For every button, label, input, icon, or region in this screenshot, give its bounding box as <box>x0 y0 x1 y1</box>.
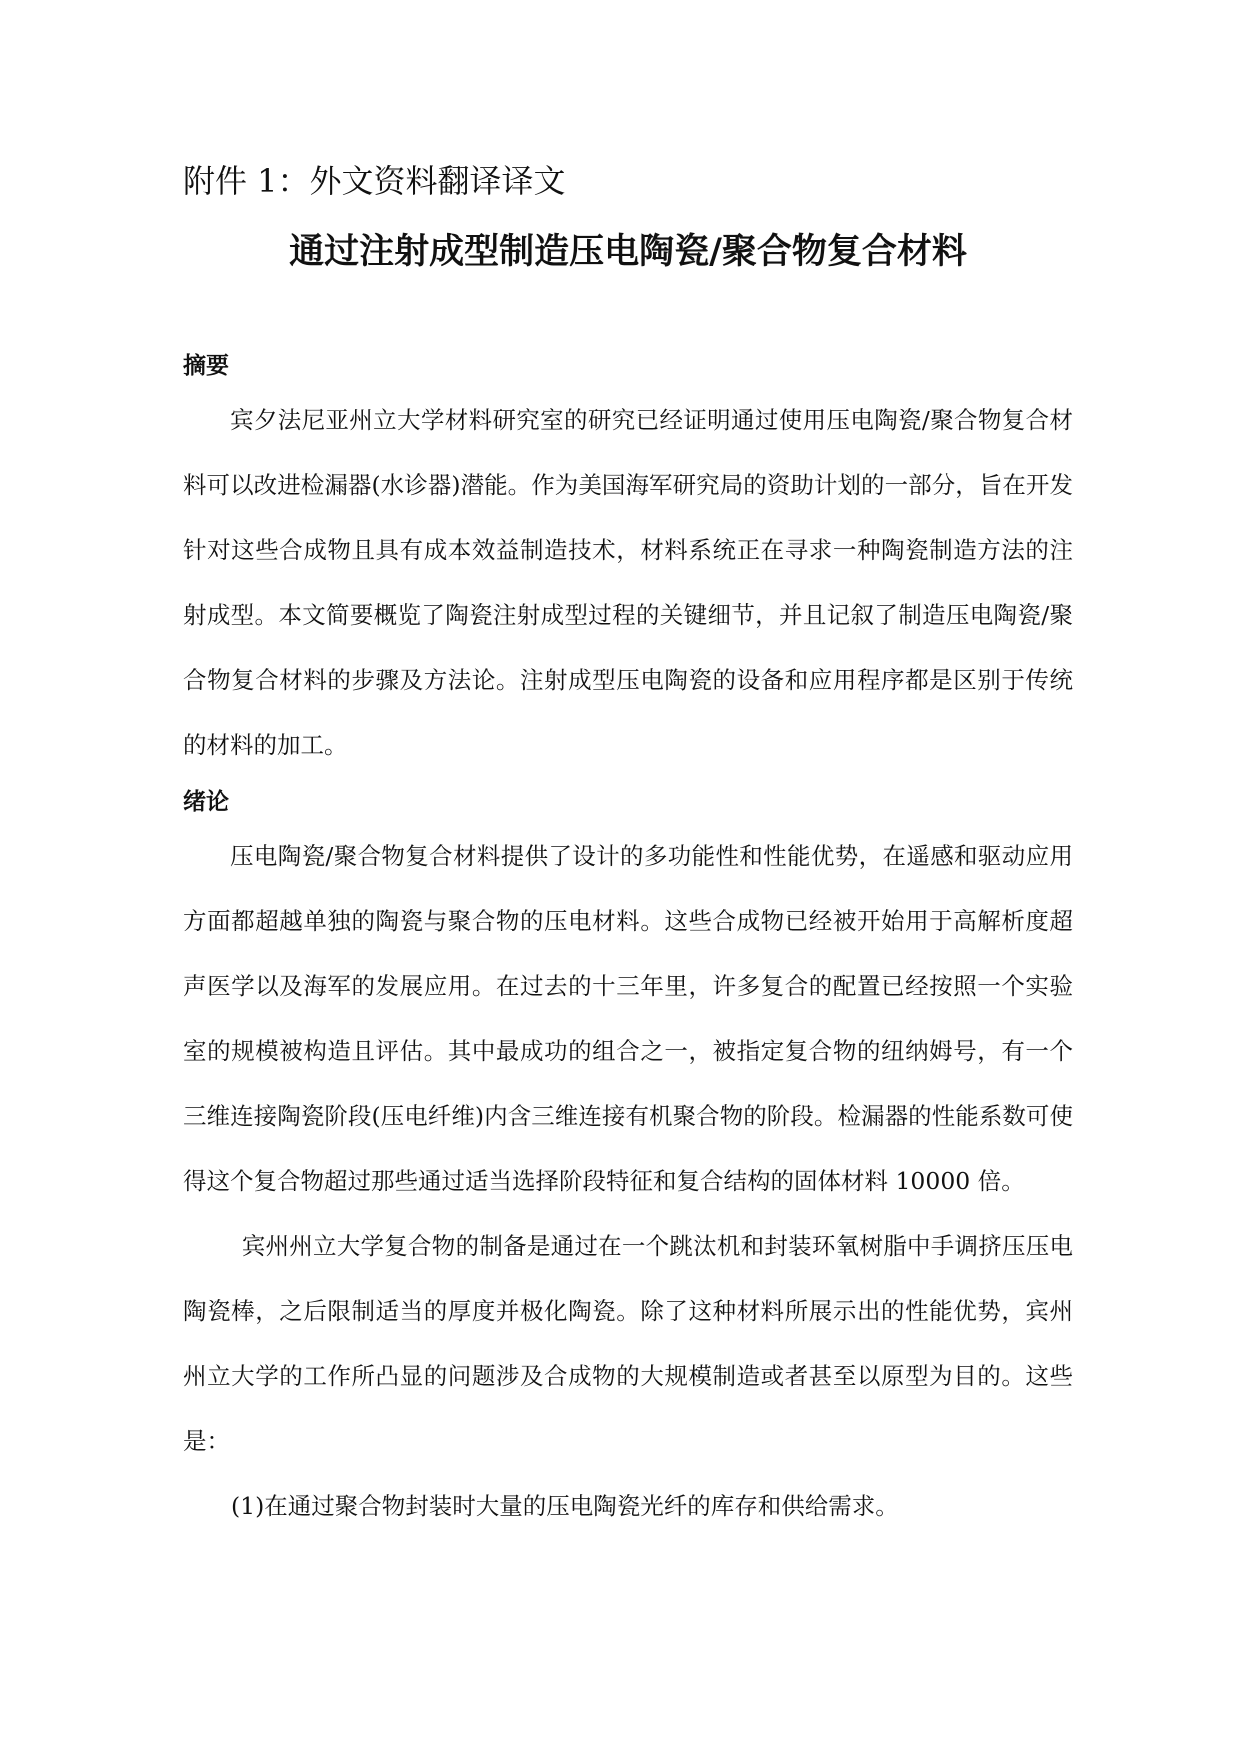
abstract-paragraph: 宾夕法尼亚州立大学材料研究室的研究已经证明通过使用压电陶瓷/聚合物复合材料可以改进检漏器(水诊器)潜能。作为美国海军研究局的资助计划的一部分，旨在开发针对这些合成物且具有成本效益制造技术，材料系统正在寻求一种陶瓷制造方法的注射成型。本文简要概览了陶瓷注射成型过程的关键细节，并且记叙了制造压电陶瓷/聚合物复合材料的步骤及方法论。注射成型压电陶瓷的设备和应用程序都是区别于传统的材料的加工。 <box>183 406 1073 759</box>
introduction-paragraph-2: 宾州州立大学复合物的制备是通过在一个跳汰机和封装环氧树脂中手调挤压压电陶瓷棒，之后限制适当的厚度并极化陶瓷。除了这种材料所展示出的性能优势，宾州州立大学的工作所凸显的问题涉及合成物的大规模制造或者甚至以原型为目的。这些是： <box>183 1232 1073 1455</box>
list-item: (1)在通过聚合物封装时大量的压电陶瓷光纤的库存和供给需求。 <box>231 1492 899 1520</box>
document-title: 通过注射成型制造压电陶瓷/聚合物复合材料 <box>289 232 967 272</box>
abstract-heading: 摘要 <box>183 353 229 379</box>
introduction-heading: 绪论 <box>183 789 229 815</box>
appendix-label: 附件 1：外文资料翻译译文 <box>183 162 566 200</box>
document-body <box>183 158 1073 1539</box>
introduction-paragraph-1: 压电陶瓷/聚合物复合材料提供了设计的多功能性和性能优势，在遥感和驱动应用方面都超越单独的陶瓷与聚合物的压电材料。这些合成物已经被开始用于高解析度超声医学以及海军的发展应用。在过去的十三年里，许多复合的配置已经按照一个实验室的规模被构造且评估。其中最成功的组合之一，被指定复合物的纽纳姆号，有一个三维连接陶瓷阶段(压电纤维)内含三维连接有机聚合物的阶段。检漏器的性能系数可使得这个复合物超过那些通过适当选择阶段特征和复合结构的固体材料 10000 倍。 <box>183 842 1073 1195</box>
